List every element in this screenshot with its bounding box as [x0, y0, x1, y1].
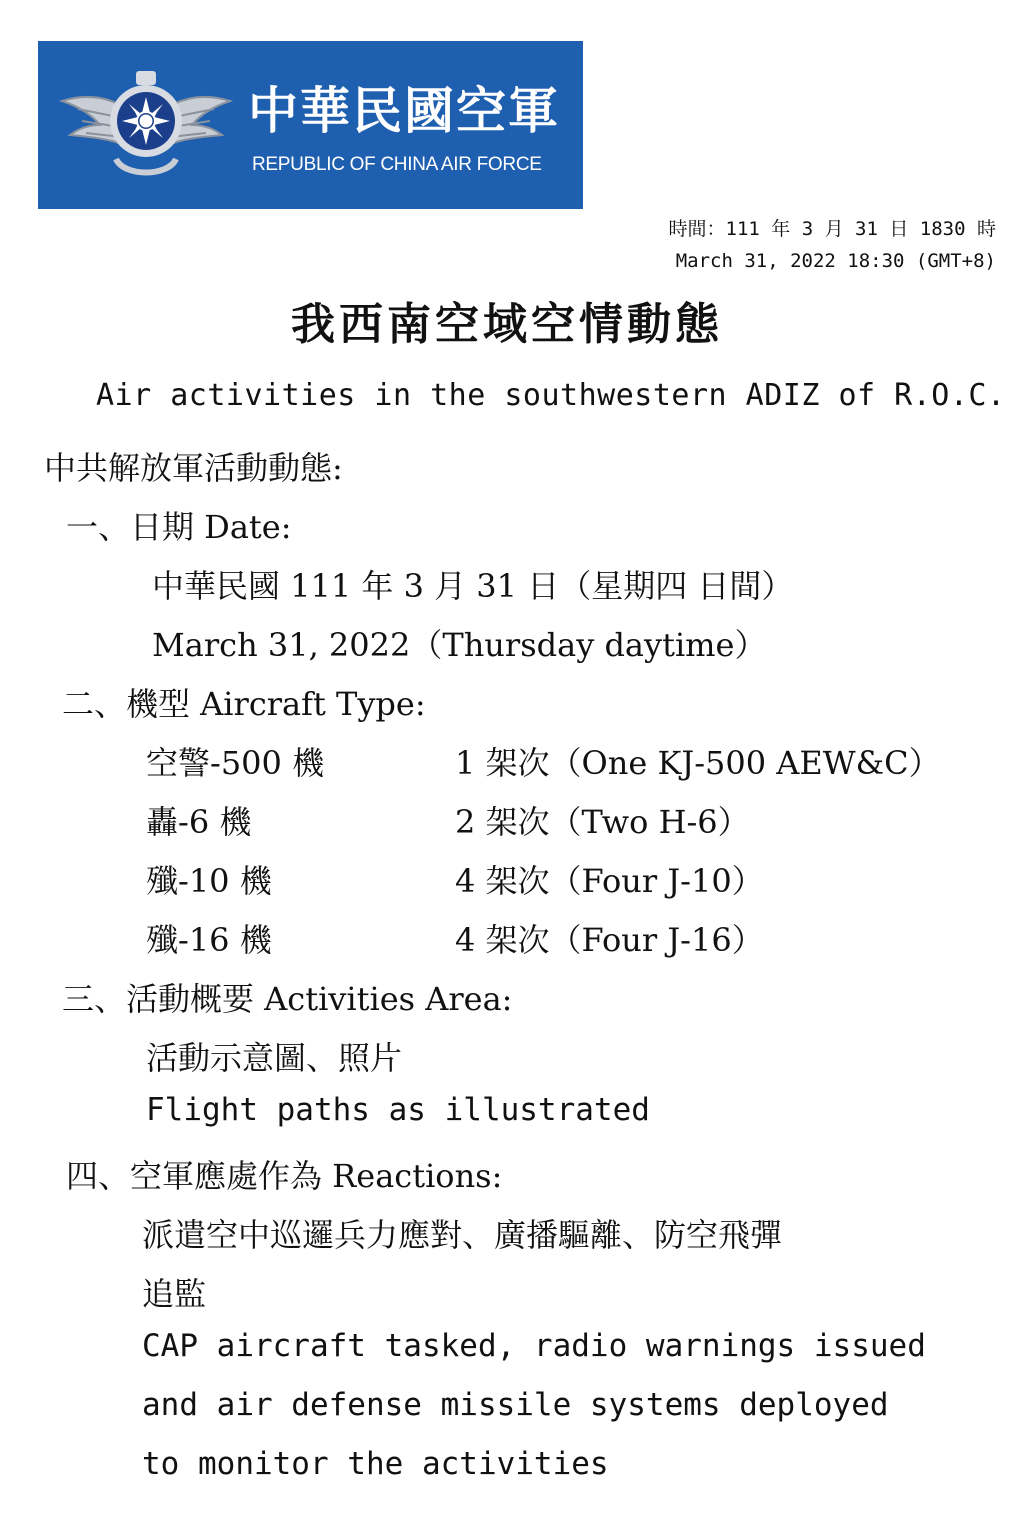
page-title: 我西南空域空情動態 [291, 299, 723, 350]
timestamp-en: March 31, 2022 18:30 (GMT+8) [675, 250, 996, 272]
reactions-zh-line1: 派遣空中巡邏兵力應對、廣播驅離、防空飛彈 [142, 1216, 783, 1254]
reactions-zh-line2: 追監 [142, 1275, 207, 1313]
org-name-zh: 中華民國空軍 [248, 82, 560, 140]
aircraft-type: 轟-6 機 [146, 803, 252, 841]
reactions-en-line1: CAP aircraft tasked, radio warnings issued [142, 1328, 926, 1364]
aircraft-count: 2 架次（Two H-6） [455, 803, 750, 841]
aircraft-count: 4 架次（Four J-10） [455, 862, 764, 900]
reactions-label: 四、空軍應處作為 Reactions: [66, 1157, 503, 1195]
date-zh: 中華民國 111 年 3 月 31 日（星期四 日間） [152, 567, 794, 605]
reactions-en-line3: to monitor the activities [142, 1446, 609, 1482]
section-heading: 中共解放軍活動動態: [44, 449, 343, 487]
aircraft-type: 殲-10 機 [146, 862, 272, 900]
page-subtitle: Air activities in the southwestern ADIZ of R.O.C. [96, 378, 1006, 413]
area-label: 三、活動概要 Activities Area: [62, 980, 513, 1018]
aircraft-type: 殲-16 機 [146, 921, 272, 959]
aircraft-count: 1 架次（One KJ-500 AEW&C） [455, 744, 941, 782]
area-en: Flight paths as illustrated [146, 1092, 650, 1128]
area-zh: 活動示意圖、照片 [146, 1039, 403, 1077]
aircraft-type: 空警-500 機 [146, 744, 325, 782]
reactions-en-line2: and air defense missile systems deployed [142, 1387, 889, 1423]
air-force-emblem-icon [58, 55, 234, 195]
date-en: March 31, 2022（Thursday daytime） [152, 626, 767, 664]
header-banner [38, 41, 583, 209]
timestamp-zh: 時間：111 年 3 月 31 日 1830 時 [668, 218, 996, 240]
date-label: 一、日期 Date: [66, 508, 292, 546]
aircraft-label: 二、機型 Aircraft Type: [62, 685, 426, 723]
aircraft-count: 4 架次（Four J-16） [455, 921, 764, 959]
org-name-en: REPUBLIC OF CHINA AIR FORCE [252, 154, 542, 175]
